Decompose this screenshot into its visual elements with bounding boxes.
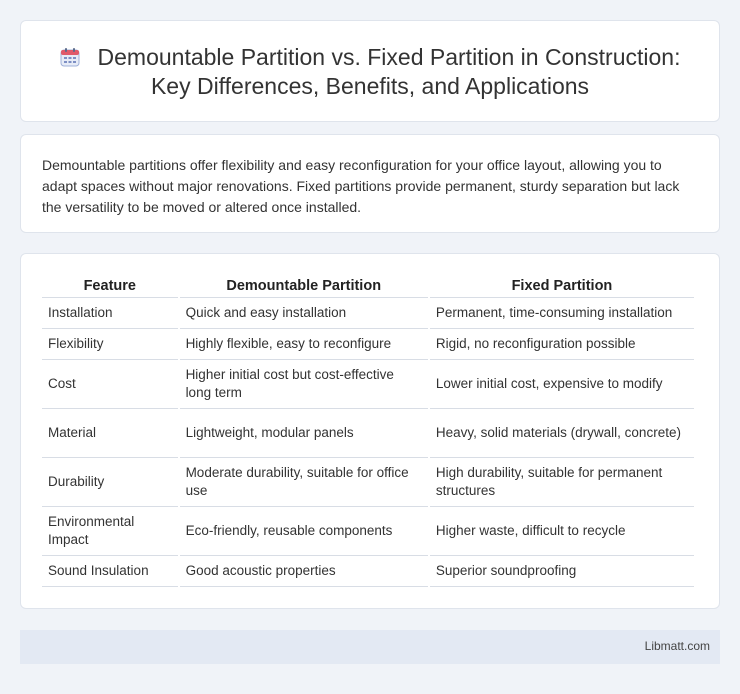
column-header-demountable: Demountable Partition [180,274,428,298]
feature-cell: Cost [42,360,178,409]
footer-brand-link[interactable]: Libmatt.com [644,639,710,653]
column-header-feature: Feature [42,274,178,298]
table-row [42,507,694,556]
comparison-table-card [20,253,720,609]
footer [20,630,720,664]
table-row [42,329,694,360]
fixed-cell: Rigid, no reconfiguration possible [430,329,694,360]
table-row [42,458,694,507]
title-card [20,20,720,122]
fixed-cell: Superior soundproofing [430,556,694,587]
page-title [51,43,689,101]
feature-cell: Flexibility [42,329,178,360]
fixed-cell: High durability, suitable for permanent structures [430,458,694,507]
demountable-cell: Good acoustic properties [180,556,428,587]
demountable-cell: Moderate durability, suitable for office use [180,458,428,507]
table-row [42,298,694,329]
table-row [42,409,694,458]
demountable-cell: Highly flexible, easy to reconfigure [180,329,428,360]
fixed-cell: Lower initial cost, expensive to modify [430,360,694,409]
demountable-cell: Lightweight, modular panels [180,409,428,458]
table-row [42,556,694,587]
page-title-text: Demountable Partition vs. Fixed Partition in Construction: Key Differences, Benefits, and Applications [97,44,681,99]
feature-cell: Durability [42,458,178,507]
table-row [42,360,694,409]
fixed-cell: Permanent, time-consuming installation [430,298,694,329]
intro-card [20,134,720,233]
demountable-cell: Higher initial cost but cost-effective long term [180,360,428,409]
demountable-cell: Quick and easy installation [180,298,428,329]
fixed-cell: Higher waste, difficult to recycle [430,507,694,556]
feature-cell: Sound Insulation [42,556,178,587]
column-header-fixed: Fixed Partition [430,274,694,298]
feature-cell: Material [42,409,178,458]
demountable-cell: Eco-friendly, reusable components [180,507,428,556]
table-header-row [42,274,694,298]
calendar-icon [60,47,80,67]
feature-cell: Installation [42,298,178,329]
intro-paragraph: Demountable partitions offer flexibility and easy reconfiguration for your office layout, allowing you to adapt spaces without major renovations. Fixed partitions provide permanent, sturdy separation but lack the versatility to be moved or altered once installed. [42,157,680,215]
fixed-cell: Heavy, solid materials (drywall, concrete) [430,409,694,458]
comparison-table [40,274,696,587]
feature-cell: Environmental Impact [42,507,178,556]
